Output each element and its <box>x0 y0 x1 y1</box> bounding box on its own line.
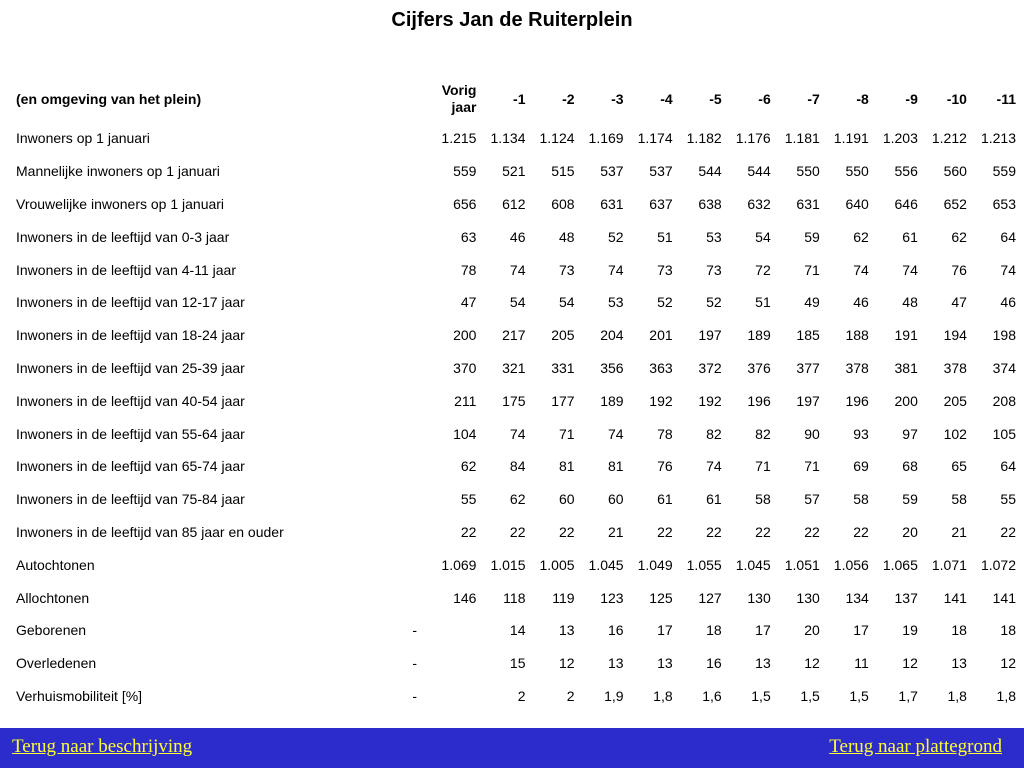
table-row <box>8 548 1016 581</box>
cell-value: 1.055 <box>686 556 722 573</box>
cell-value: 58 <box>755 491 771 508</box>
column-header-year: -11 <box>996 90 1016 107</box>
cell-value: 76 <box>657 458 673 475</box>
cell-vorig-jaar: - <box>412 655 418 672</box>
cell-value: 71 <box>804 261 820 278</box>
cell-value: 62 <box>509 491 526 508</box>
cell-value: 1.049 <box>637 556 673 573</box>
cell-value: 22 <box>804 523 820 540</box>
cell-value: 61 <box>902 228 918 245</box>
cell-value: 377 <box>796 359 820 376</box>
cell-value: 1.174 <box>637 130 673 147</box>
cell-value: 58 <box>951 491 967 508</box>
cell-value: 141 <box>943 589 967 606</box>
cell-value: 378 <box>845 359 869 376</box>
cell-vorig-jaar: 200 <box>453 327 477 344</box>
row-label: Vrouwelijke inwoners op 1 januari <box>16 195 225 212</box>
cell-value: 381 <box>894 359 918 376</box>
row-label: Overledenen <box>16 655 97 672</box>
cell-value: 73 <box>657 261 673 278</box>
cell-value: 17 <box>755 622 771 639</box>
cell-value: 53 <box>608 294 624 311</box>
cell-value: 47 <box>951 294 967 311</box>
row-label: Inwoners in de leeftijd van 85 jaar en ouder <box>16 523 284 540</box>
cell-value: 125 <box>649 589 673 606</box>
table-row <box>8 220 1016 253</box>
cell-value: 608 <box>551 195 575 212</box>
cell-value: 22 <box>558 523 575 540</box>
cell-value: 217 <box>502 327 526 344</box>
cell-value: 22 <box>755 523 771 540</box>
cell-value: 1,8 <box>996 687 1016 704</box>
cell-value: 137 <box>894 589 918 606</box>
cell-value: 550 <box>796 163 820 180</box>
cell-value: 52 <box>706 294 722 311</box>
cell-value: 46 <box>509 228 526 245</box>
cell-value: 16 <box>608 622 624 639</box>
cell-value: 652 <box>943 195 967 212</box>
cell-value: 62 <box>853 228 869 245</box>
cell-value: 22 <box>657 523 673 540</box>
cell-value: 550 <box>845 163 869 180</box>
cell-value: 127 <box>698 589 722 606</box>
table-row <box>8 253 1016 286</box>
column-header-year: -1 <box>513 90 526 107</box>
cell-value: 51 <box>657 228 673 245</box>
table-row <box>8 352 1016 385</box>
cell-value: 90 <box>804 425 820 442</box>
cell-value: 74 <box>608 261 624 278</box>
row-label: Inwoners in de leeftijd van 55-64 jaar <box>16 425 245 442</box>
cell-value: 1.072 <box>980 556 1016 573</box>
page-title: Cijfers Jan de Ruiterplein <box>391 9 633 31</box>
column-header-year: -8 <box>856 90 869 107</box>
cell-value: 97 <box>902 425 918 442</box>
cell-value: 646 <box>894 195 918 212</box>
cell-value: 72 <box>755 261 771 278</box>
cell-value: 64 <box>1000 458 1016 475</box>
cell-value: 21 <box>951 523 967 540</box>
cell-vorig-jaar: 1.215 <box>441 130 477 147</box>
cell-value: 1.191 <box>833 130 869 147</box>
cell-value: 48 <box>558 228 575 245</box>
row-label: Inwoners in de leeftijd van 40-54 jaar <box>16 392 245 409</box>
cell-value: 560 <box>943 163 967 180</box>
column-header-year: -5 <box>709 90 722 107</box>
cell-value: 54 <box>509 294 526 311</box>
cell-value: 331 <box>551 359 575 376</box>
cell-value: 58 <box>853 491 869 508</box>
row-label: Inwoners op 1 januari <box>16 130 150 147</box>
cell-value: 60 <box>558 491 575 508</box>
table-row <box>8 122 1016 155</box>
cell-value: 1.124 <box>539 130 575 147</box>
column-header-year: -6 <box>758 90 771 107</box>
row-label: Inwoners in de leeftijd van 0-3 jaar <box>16 228 230 245</box>
cell-vorig-jaar: 63 <box>460 228 477 245</box>
cell-value: 1,7 <box>898 687 918 704</box>
cell-value: 13 <box>657 655 673 672</box>
row-label: Geborenen <box>16 622 87 639</box>
cell-value: 81 <box>608 458 624 475</box>
table-row <box>8 286 1016 319</box>
cell-value: 631 <box>796 195 820 212</box>
cell-value: 198 <box>992 327 1016 344</box>
column-header-vorig-jaar <box>412 76 476 122</box>
cell-value: 55 <box>1000 491 1016 508</box>
cell-value: 196 <box>845 392 869 409</box>
cell-value: 22 <box>1000 523 1016 540</box>
cell-value: 631 <box>600 195 624 212</box>
cell-value: 321 <box>502 359 526 376</box>
column-header-label: (en omgeving van het plein) <box>16 90 202 107</box>
cell-value: 205 <box>943 392 967 409</box>
cell-value: 130 <box>747 589 771 606</box>
cell-value: 102 <box>943 425 967 442</box>
cell-value: 376 <box>747 359 771 376</box>
column-header-year: -7 <box>807 90 820 107</box>
cell-value: 17 <box>853 622 869 639</box>
cell-vorig-jaar: - <box>412 622 418 639</box>
cell-value: 17 <box>657 622 673 639</box>
cell-value: 1,5 <box>800 687 820 704</box>
cell-value: 59 <box>902 491 918 508</box>
cell-value: 68 <box>902 458 918 475</box>
cell-value: 356 <box>600 359 624 376</box>
cell-value: 363 <box>649 359 673 376</box>
cell-value: 1.065 <box>882 556 918 573</box>
cell-value: 16 <box>706 655 722 672</box>
cell-value: 64 <box>1000 228 1016 245</box>
cell-value: 15 <box>509 655 526 672</box>
cell-value: 119 <box>552 589 575 606</box>
vorig-line-1: Vorig <box>441 82 477 98</box>
cell-value: 57 <box>804 491 820 508</box>
back-to-description-link[interactable]: Terug naar beschrijving <box>12 736 193 757</box>
cell-value: 54 <box>755 228 771 245</box>
table-row <box>8 384 1016 417</box>
cell-value: 1.181 <box>784 130 820 147</box>
cell-value: 185 <box>796 327 820 344</box>
cell-value: 71 <box>558 425 575 442</box>
cell-value: 12 <box>804 655 820 672</box>
table-row <box>8 417 1016 450</box>
cell-value: 556 <box>894 163 918 180</box>
cell-value: 2 <box>566 687 575 704</box>
cell-value: 13 <box>558 622 575 639</box>
cell-value: 189 <box>747 327 771 344</box>
cell-value: 637 <box>649 195 673 212</box>
cell-value: 612 <box>502 195 526 212</box>
cell-value: 19 <box>902 622 918 639</box>
cell-value: 76 <box>951 261 967 278</box>
vorig-line-2: jaar <box>451 99 477 115</box>
cell-value: 1.005 <box>539 556 575 573</box>
row-label: Verhuismobiliteit [%] <box>16 687 143 704</box>
cell-value: 93 <box>853 425 869 442</box>
cell-value: 46 <box>1000 294 1016 311</box>
cell-value: 191 <box>894 327 918 344</box>
cell-value: 374 <box>992 359 1016 376</box>
cell-value: 20 <box>902 523 918 540</box>
cell-value: 18 <box>1000 622 1016 639</box>
row-label: Allochtonen <box>16 589 90 606</box>
cell-value: 1,5 <box>849 687 869 704</box>
cell-value: 71 <box>804 458 820 475</box>
cell-value: 84 <box>509 458 526 475</box>
cell-value: 1.203 <box>882 130 918 147</box>
table-row <box>8 450 1016 483</box>
cell-value: 197 <box>796 392 820 409</box>
cell-value: 20 <box>804 622 820 639</box>
cell-value: 1.176 <box>735 130 771 147</box>
table-body <box>8 122 1016 712</box>
cell-value: 1.015 <box>490 556 526 573</box>
cell-value: 192 <box>698 392 722 409</box>
cell-vorig-jaar: 22 <box>460 523 477 540</box>
row-label: Inwoners in de leeftijd van 18-24 jaar <box>16 327 245 344</box>
cell-value: 74 <box>608 425 624 442</box>
cell-vorig-jaar: 104 <box>453 425 477 442</box>
cell-value: 1.134 <box>490 130 526 147</box>
cell-value: 60 <box>608 491 624 508</box>
cell-value: 81 <box>558 458 575 475</box>
cell-value: 1.056 <box>833 556 869 573</box>
cell-value: 559 <box>992 163 1016 180</box>
cell-value: 82 <box>755 425 771 442</box>
cell-value: 1,5 <box>751 687 771 704</box>
cell-value: 52 <box>657 294 673 311</box>
cell-value: 632 <box>747 195 771 212</box>
cell-value: 65 <box>951 458 967 475</box>
cell-value: 134 <box>845 589 869 606</box>
cell-value: 515 <box>551 163 575 180</box>
cell-value: 196 <box>747 392 771 409</box>
row-label: Inwoners in de leeftijd van 25-39 jaar <box>16 359 245 376</box>
cell-value: 21 <box>608 523 624 540</box>
cell-value: 52 <box>608 228 624 245</box>
cell-value: 200 <box>894 392 918 409</box>
cell-value: 537 <box>649 163 673 180</box>
table-row <box>8 647 1016 680</box>
cell-value: 74 <box>509 261 526 278</box>
cell-value: 12 <box>902 655 918 672</box>
cell-value: 73 <box>706 261 722 278</box>
cell-vorig-jaar: 656 <box>453 195 477 212</box>
cell-value: 537 <box>600 163 624 180</box>
cell-value: 2 <box>517 687 526 704</box>
table-header-row <box>8 76 1016 122</box>
cell-value: 1.045 <box>735 556 771 573</box>
row-label: Autochtonen <box>16 556 95 573</box>
row-label: Inwoners in de leeftijd van 65-74 jaar <box>16 458 245 475</box>
cell-value: 13 <box>951 655 967 672</box>
table-row <box>8 155 1016 188</box>
cell-vorig-jaar: - <box>412 687 418 704</box>
cell-value: 74 <box>902 261 918 278</box>
table-row <box>8 680 1016 713</box>
cell-vorig-jaar: 47 <box>460 294 477 311</box>
row-label: Inwoners in de leeftijd van 12-17 jaar <box>16 294 245 311</box>
cell-value: 194 <box>943 327 967 344</box>
cell-value: 78 <box>657 425 673 442</box>
cell-value: 189 <box>600 392 624 409</box>
cell-value: 62 <box>951 228 967 245</box>
cell-vorig-jaar: 55 <box>460 491 477 508</box>
cell-value: 141 <box>992 589 1016 606</box>
cell-value: 73 <box>558 261 575 278</box>
cell-value: 74 <box>853 261 869 278</box>
table-row <box>8 319 1016 352</box>
cell-value: 638 <box>698 195 722 212</box>
cell-value: 188 <box>845 327 869 344</box>
cell-value: 18 <box>706 622 722 639</box>
cell-value: 61 <box>706 491 722 508</box>
cell-value: 12 <box>558 655 575 672</box>
cell-value: 653 <box>992 195 1016 212</box>
table-row <box>8 483 1016 516</box>
cell-value: 1.045 <box>588 556 624 573</box>
cell-value: 1.071 <box>931 556 967 573</box>
cell-value: 201 <box>649 327 673 344</box>
cell-value: 69 <box>853 458 869 475</box>
cell-value: 61 <box>657 491 673 508</box>
row-label: Inwoners in de leeftijd van 4-11 jaar <box>16 261 236 278</box>
cell-value: 71 <box>755 458 771 475</box>
cell-value: 1,8 <box>947 687 967 704</box>
cell-value: 1,9 <box>604 687 624 704</box>
cell-value: 1.212 <box>931 130 967 147</box>
cell-value: 22 <box>706 523 722 540</box>
cell-vorig-jaar: 1.069 <box>441 556 477 573</box>
cell-value: 13 <box>608 655 624 672</box>
cell-value: 1,6 <box>702 687 722 704</box>
cell-value: 12 <box>1000 655 1016 672</box>
cell-vorig-jaar: 62 <box>460 458 477 475</box>
cell-value: 14 <box>509 622 526 639</box>
cell-value: 54 <box>558 294 575 311</box>
cell-value: 74 <box>706 458 722 475</box>
cell-vorig-jaar: 146 <box>453 589 477 606</box>
cell-value: 74 <box>509 425 526 442</box>
cell-value: 59 <box>804 228 820 245</box>
cell-value: 13 <box>755 655 771 672</box>
cell-value: 53 <box>706 228 722 245</box>
cell-value: 177 <box>551 392 575 409</box>
cell-value: 1.213 <box>980 130 1016 147</box>
row-label: Mannelijke inwoners op 1 januari <box>16 163 220 180</box>
cell-value: 378 <box>943 359 967 376</box>
cell-value: 22 <box>853 523 869 540</box>
cell-value: 48 <box>902 294 918 311</box>
table-row <box>8 614 1016 647</box>
cell-value: 204 <box>600 327 624 344</box>
table-row <box>8 516 1016 549</box>
cell-value: 130 <box>796 589 820 606</box>
footer-bar <box>0 728 1024 768</box>
column-header-year: -10 <box>946 90 967 107</box>
cell-value: 544 <box>698 163 722 180</box>
cell-value: 544 <box>747 163 771 180</box>
statistics-table <box>8 76 1016 712</box>
cell-value: 11 <box>854 655 869 672</box>
cell-value: 1,8 <box>653 687 673 704</box>
cell-value: 1.182 <box>686 130 722 147</box>
cell-value: 123 <box>600 589 624 606</box>
cell-value: 208 <box>992 392 1016 409</box>
column-header-year: -2 <box>562 90 575 107</box>
cell-value: 205 <box>551 327 575 344</box>
cell-value: 197 <box>698 327 722 344</box>
cell-value: 105 <box>992 425 1016 442</box>
cell-value: 82 <box>706 425 722 442</box>
cell-value: 175 <box>502 392 526 409</box>
column-header-year: -3 <box>611 90 624 107</box>
row-label: Inwoners in de leeftijd van 75-84 jaar <box>16 491 245 508</box>
cell-value: 49 <box>804 294 820 311</box>
cell-value: 74 <box>1000 261 1016 278</box>
cell-value: 118 <box>503 589 526 606</box>
column-header-year: -9 <box>905 90 918 107</box>
cell-value: 372 <box>698 359 722 376</box>
cell-value: 46 <box>853 294 869 311</box>
cell-value: 22 <box>509 523 526 540</box>
back-to-map-link[interactable]: Terug naar plattegrond <box>829 736 1002 757</box>
cell-value: 1.169 <box>588 130 624 147</box>
cell-vorig-jaar: 78 <box>460 261 477 278</box>
table-row <box>8 188 1016 221</box>
cell-vorig-jaar: 211 <box>454 392 477 409</box>
cell-value: 640 <box>845 195 869 212</box>
cell-value: 1.051 <box>784 556 820 573</box>
cell-value: 51 <box>755 294 771 311</box>
cell-vorig-jaar: 370 <box>453 359 477 376</box>
table-row <box>8 581 1016 614</box>
cell-vorig-jaar: 559 <box>453 163 477 180</box>
cell-value: 18 <box>951 622 967 639</box>
column-header-year: -4 <box>660 90 673 107</box>
cell-value: 521 <box>502 163 526 180</box>
cell-value: 192 <box>649 392 673 409</box>
